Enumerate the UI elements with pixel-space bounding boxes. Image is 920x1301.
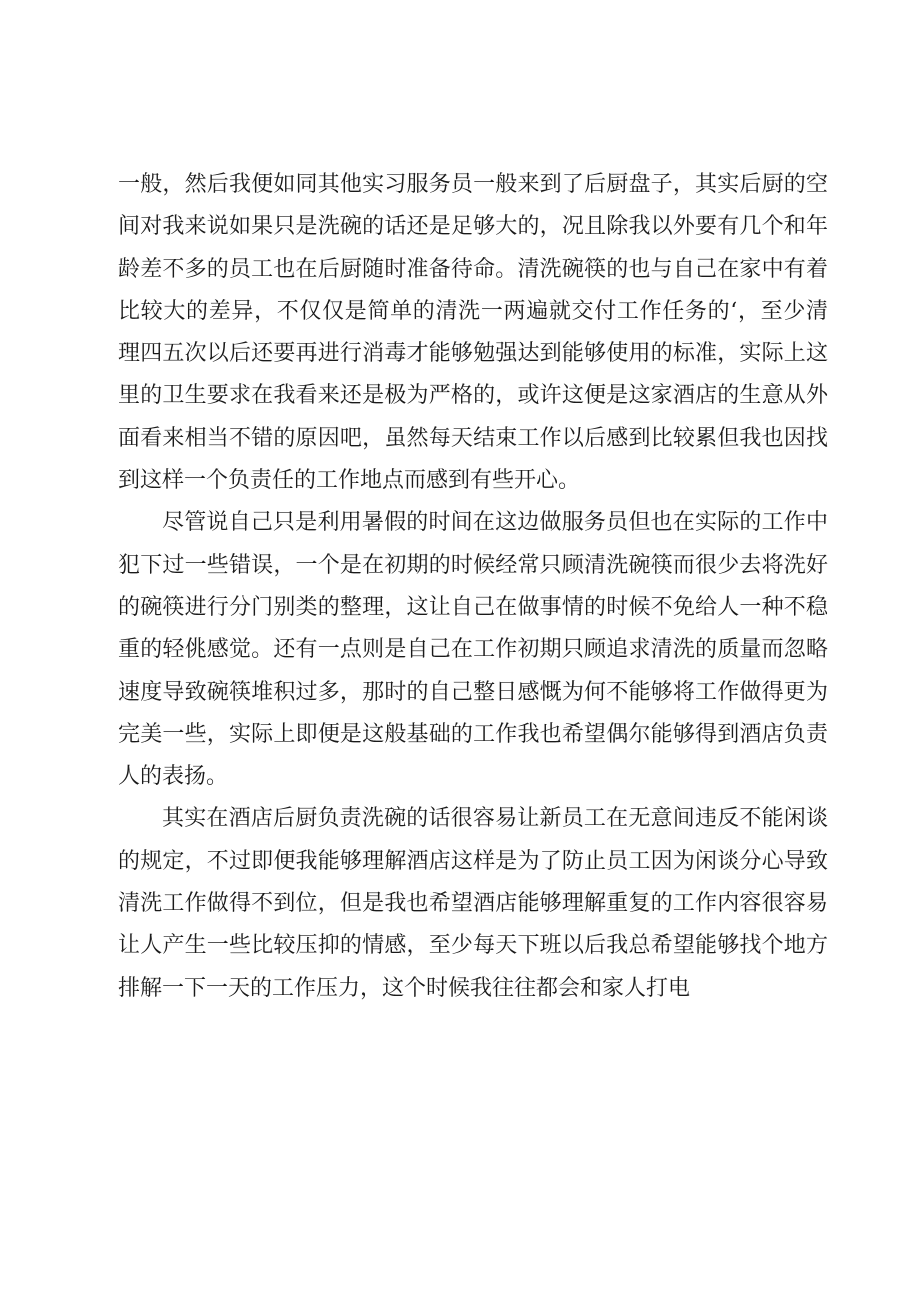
document-page	[118, 164, 828, 1010]
paragraph-mistakes: 尽管说自己只是利用暑假的时间在这边做服务员但也在实际的工作中犯下过一些错误，一个是在初期的时候经常只顾清洗碗筷而很少去将洗好的碗筷进行分门别类的整理，这让自己在做事情的时候不免给人一种不稳重的轻佻感觉。还有一点则是自己在工作初期只顾追求清洗的质量而忽略速度导致碗筷堆积过多，那时的自己整日感慨为何不能够将工作做得更为完美一些，实际上即便是这般基础的工作我也希望偶尔能够得到酒店负责人的表扬。	[118, 510, 828, 790]
paragraph-continuation: 一般，然后我便如同其他实习服务员一般来到了后厨盘子，其实后厨的空间对我来说如果只是洗碗的话还是足够大的，况且除我以外要有几个和年龄差不多的员工也在后厨随时准备待命。清洗碗筷的也与自己在家中有着比较大的差异，不仅仅是简单的清洗一两遍就交付工作任务的‘，至少清理四五次以后还要再进行消毒才能够勉强达到能够使用的标准，实际上这里的卫生要求在我看来还是极为严格的，或许这便是这家酒店的生意从外面看来相当不错的原因吧，虽然每天结束工作以后感到比较累但我也因找到这样一个负责任的工作地点而感到有些开心。	[118, 172, 828, 494]
paragraph-rules: 其实在酒店后厨负责洗碗的话很容易让新员工在无意间违反不能闲谈的规定，不过即便我能够理解酒店这样是为了防止员工因为闲谈分心导致清洗工作做得不到位，但是我也希望酒店能够理解重复的工作内容很容易让人产生一些比较压抑的情感，至少每天下班以后我总希望能够找个地方排解一下一天的工作压力，这个时候我往往都会和家人打电	[118, 806, 828, 1001]
